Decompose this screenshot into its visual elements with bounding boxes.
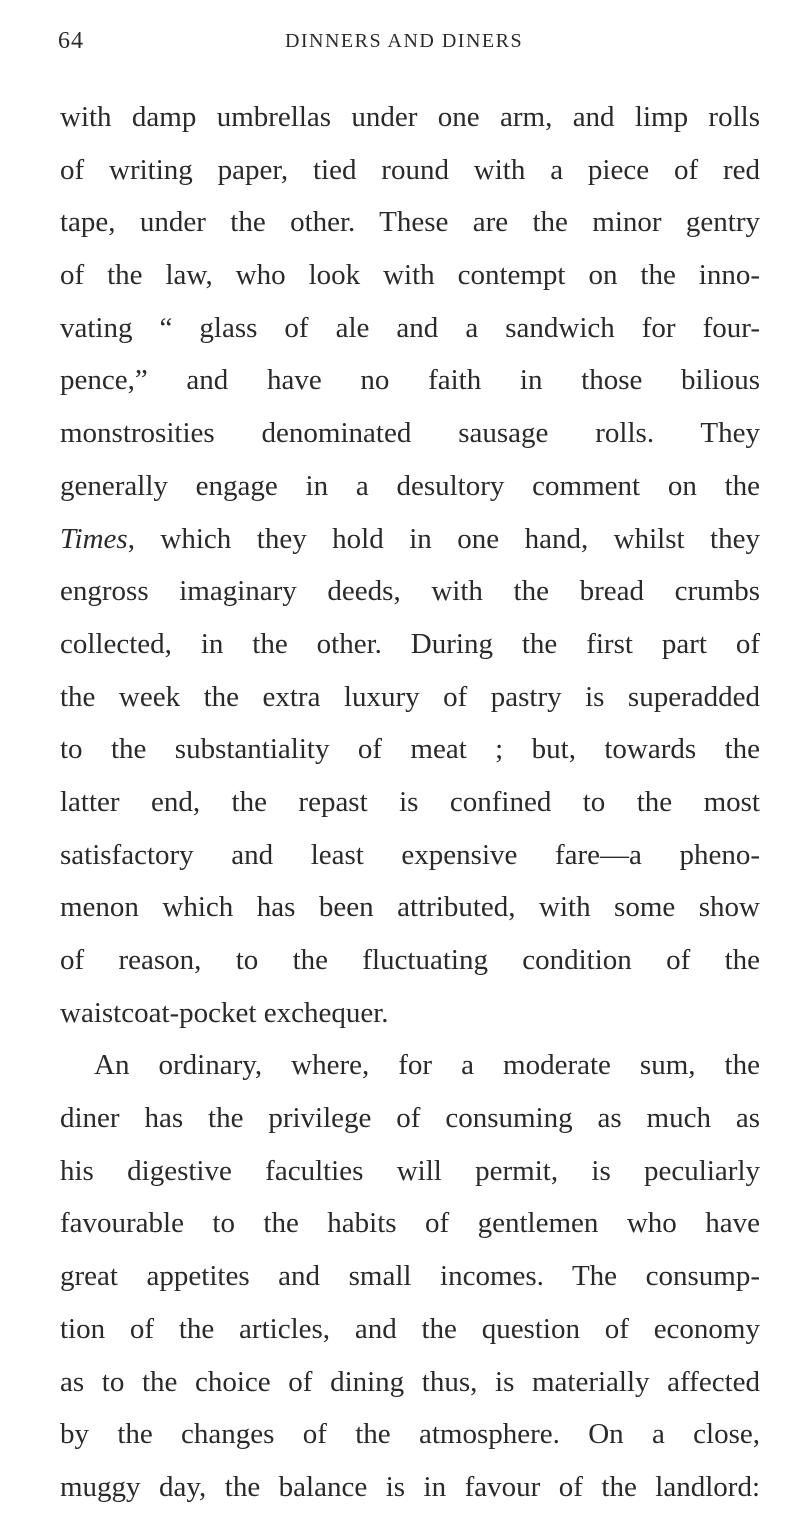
text-line: tape, under the other. These are the minor gentry <box>60 206 760 239</box>
text-line: his digestive faculties will permit, is peculiarly <box>60 1154 760 1187</box>
text-line: monstrosities denominated sausage rolls. They <box>60 417 760 450</box>
text-line: engross imaginary deeds, with the bread crumbs <box>60 575 760 608</box>
text-line <box>60 519 760 572</box>
text-line: collected, in the other. During the first part of <box>60 627 760 660</box>
text-line: tion of the articles, and the question of economy <box>60 1312 760 1345</box>
text-line-rest: , which they hold in one hand, whilst they <box>127 522 760 555</box>
text-line: of writing paper, tied round with a piece of red <box>60 153 760 186</box>
running-title: DINNERS AND DINERS <box>284 30 524 52</box>
text-line: menon which has been attributed, with some show <box>60 891 760 924</box>
text-line: muggy day, the balance is in favour of the landlord: <box>60 1470 760 1503</box>
text-line: as to the choice of dining thus, is materially affected <box>60 1365 760 1398</box>
text-line: with damp umbrellas under one arm, and limp rolls <box>60 101 760 133</box>
body-text <box>60 97 760 1520</box>
text-line: generally engage in a desultory comment on the <box>60 469 760 502</box>
text-line: great appetites and small incomes. The consump- <box>60 1260 760 1293</box>
text-line: the week the extra luxury of pastry is superadded <box>60 680 760 713</box>
text-line: to the substantiality of meat ; but, towards the <box>60 733 760 766</box>
text-line: waistcoat-pocket exchequer. <box>60 996 389 1029</box>
text-line: latter end, the repast is confined to the most <box>60 785 760 818</box>
text-line: pence,” and have no faith in those bilious <box>60 364 760 397</box>
text-line: by the changes of the atmosphere. On a close, <box>60 1418 760 1451</box>
text-line: diner has the privilege of consuming as much as <box>60 1102 760 1135</box>
text-line: vating “ glass of ale and a sandwich for four- <box>60 311 760 344</box>
page-number: 64 <box>58 28 84 54</box>
text-line: of reason, to the fluctuating condition of the <box>60 944 760 976</box>
running-head <box>58 28 750 58</box>
text-line: satisfactory and least expensive fare—a pheno- <box>60 838 760 871</box>
italic-title: Times <box>60 522 128 555</box>
text-line: of the law, who look with contempt on the inno- <box>60 259 760 292</box>
text-line: favourable to the habits of gentlemen who have <box>60 1207 760 1240</box>
text-line: An ordinary, where, for a moderate sum, the <box>94 1049 760 1082</box>
